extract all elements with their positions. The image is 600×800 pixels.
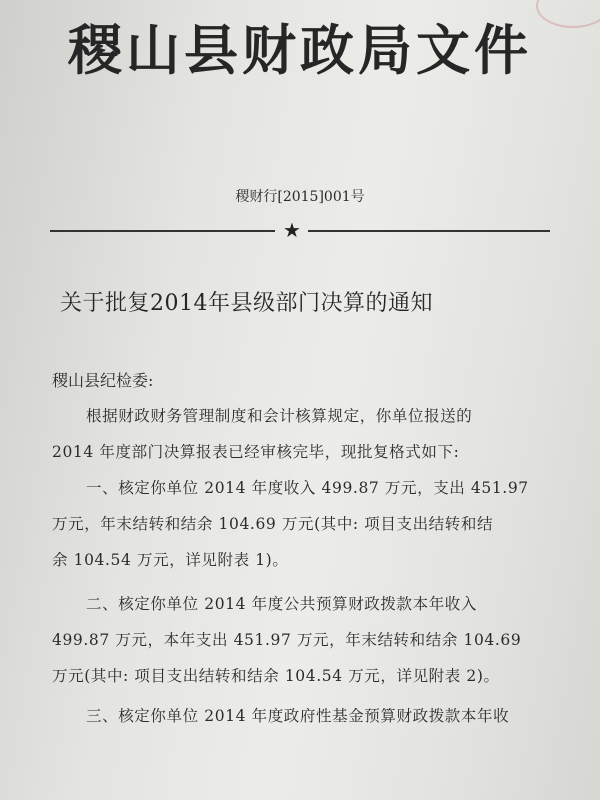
document-header-title: 稷山县财政局文件 — [68, 18, 532, 82]
header-separator — [50, 216, 550, 244]
notice-title: 关于批复2014年县级部门决算的通知 — [60, 291, 433, 316]
document-number: 稷财行[2015]001号 — [235, 189, 365, 205]
body-line: 万元，年末结转和结余 104.69 万元(其中: 项目支出结转和结 — [52, 515, 494, 533]
body-line: 根据财政财务管理制度和会计核算规定，你单位报送的 — [86, 407, 473, 425]
body-line: 2014 年度部门决算报表已经审核完毕，现批复格式如下: — [52, 443, 460, 461]
salutation: 稷山县纪检委: — [52, 371, 154, 390]
body-line: 499.87 万元，本年支出 451.97 万元，年末结转和结余 104.69 — [52, 631, 522, 649]
separator-right-rule — [308, 230, 550, 232]
body-line: 万元(其中: 项目支出结转和结余 104.54 万元，详见附表 2)。 — [52, 667, 500, 685]
body-line: 二、核定你单位 2014 年度公共预算财政拨款本年收入 — [86, 595, 478, 613]
body-line: 三、核定你单位 2014 年度政府性基金预算财政拨款本年收 — [86, 707, 510, 725]
star-icon: ★ — [283, 218, 301, 242]
body-line: 余 104.54 万元，详见附表 1)。 — [52, 551, 289, 569]
body-line: 一、核定你单位 2014 年度收入 499.87 万元，支出 451.97 — [86, 479, 529, 497]
separator-left-rule — [50, 230, 275, 232]
